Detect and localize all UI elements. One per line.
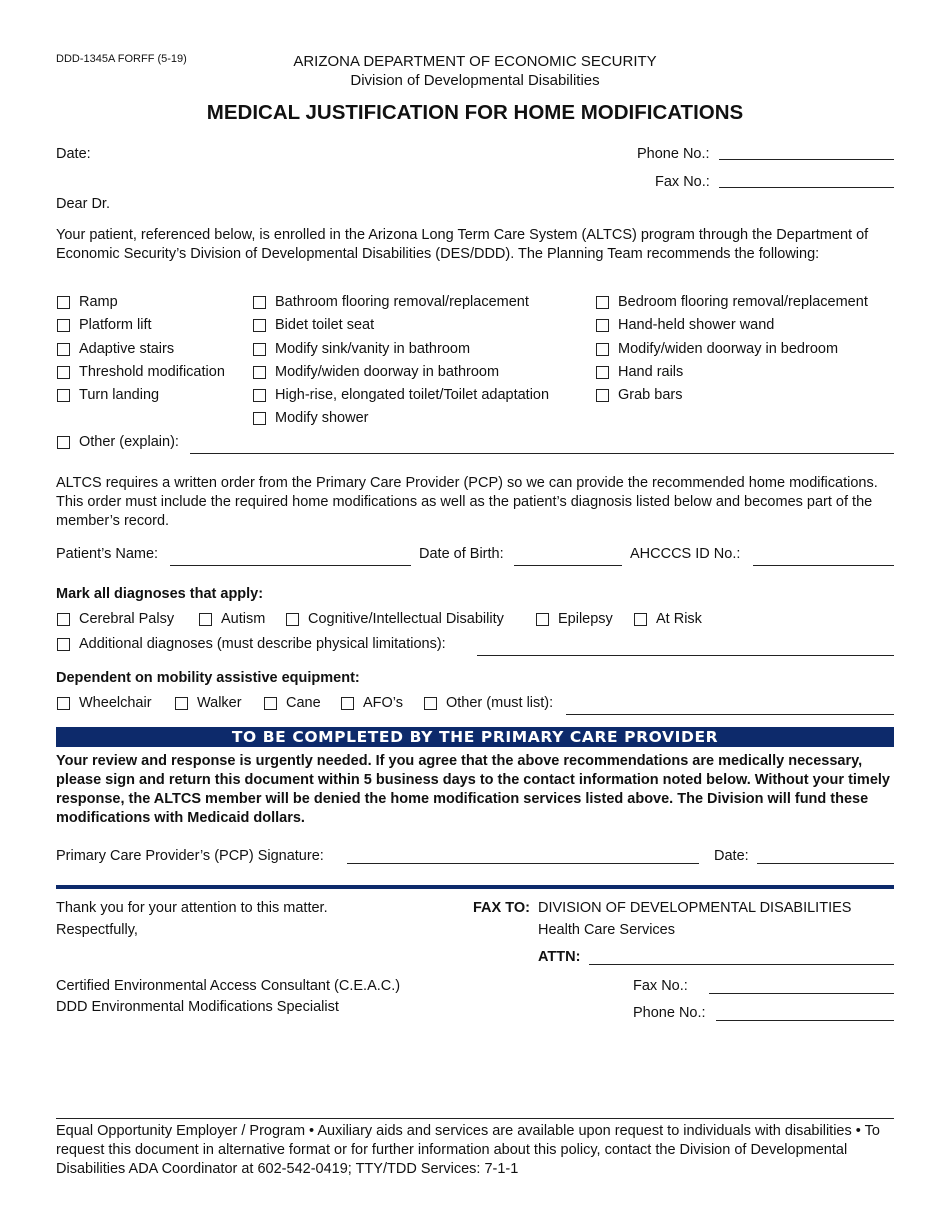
pcp-date-field[interactable] [757,863,894,864]
diagnosis-option[interactable]: Epilepsy [536,611,613,627]
checkbox[interactable] [341,697,354,710]
health-care-text: Health Care Services [538,922,675,938]
additional-diagnoses-option[interactable]: Additional diagnoses (must describe physical limitations): [57,636,446,652]
mod-option[interactable]: Threshold modification [57,364,225,380]
diagnosis-option[interactable]: Cognitive/Intellectual Disability [286,611,504,627]
mod-other-option[interactable]: Other (explain): [57,434,179,450]
checkbox[interactable] [57,389,70,402]
form-code: DDD-1345A FORFF (5-19) [56,53,187,65]
phone-field[interactable] [719,159,894,160]
fax-field[interactable] [719,187,894,188]
phone-label: Phone No.: [637,146,710,162]
diagnosis-option[interactable]: Autism [199,611,265,627]
checkbox[interactable] [253,366,266,379]
return-fax-label: Fax No.: [633,978,688,994]
intro-paragraph: Your patient, referenced below, is enrolled in the Arizona Long Term Care System (ALTCS) program through the Department of Economic Security’s Division of Developmental Disabilities (DES/DDD). The Planning Team recommends the following: [56,227,869,262]
checkbox[interactable] [596,319,609,332]
checkbox[interactable] [253,412,266,425]
patient-name-label: Patient’s Name: [56,546,159,562]
diagnosis-option[interactable]: At Risk [634,611,702,627]
ahcccs-label: AHCCCS ID No.: [630,546,741,562]
pcp-banner-text: TO BE COMPLETED BY THE PRIMARY CARE PROVIDER [231,728,719,746]
mobility-heading: Dependent on mobility assistive equipment: [56,670,360,686]
pcp-signature-label: Primary Care Provider’s (PCP) Signature: [56,848,324,864]
checkbox[interactable] [596,389,609,402]
pcp-banner [56,727,894,747]
mod-other-field[interactable] [190,453,894,454]
mod-option[interactable]: Ramp [57,294,118,310]
checkbox[interactable] [57,296,70,309]
checkbox[interactable] [253,296,266,309]
respectfully-text: Respectfully, [56,922,138,938]
mod-option[interactable]: Bedroom flooring removal/replacement [596,294,868,310]
additional-diagnoses-field[interactable] [477,655,894,656]
checkbox[interactable] [264,697,277,710]
dob-field[interactable] [514,565,622,566]
checkbox[interactable] [286,613,299,626]
footer-text: Equal Opportunity Employer / Program • Auxiliary aids and services are available upon request to individuals with disabilities • To request this document in alternative format or for further information about this policy, contact the Division of Developmental Disabilities ADA Coordinator at 602-542-0419; TTY/TDD Services: 7-1-1 [56,1123,880,1177]
attn-field[interactable] [589,964,894,965]
checkbox[interactable] [199,613,212,626]
mobility-other-field[interactable] [566,714,894,715]
footer-divider [56,1118,894,1119]
ahcccs-field[interactable] [753,565,894,566]
return-fax-field[interactable] [709,993,894,994]
fax-to-label: FAX TO: [473,900,530,916]
return-phone-label: Phone No.: [633,1005,706,1021]
specialist-title: DDD Environmental Modifications Specialist [56,999,339,1015]
attn-label: ATTN: [538,949,581,965]
return-phone-field[interactable] [716,1020,894,1021]
checkbox[interactable] [596,366,609,379]
mobility-option[interactable]: AFO’s [341,695,403,711]
checkbox[interactable] [253,343,266,356]
pcp-date-label: Date: [714,848,749,864]
checkbox[interactable] [634,613,647,626]
mod-option[interactable]: High-rise, elongated toilet/Toilet adaptation [253,387,549,403]
checkbox[interactable] [596,343,609,356]
mod-option[interactable]: Modify/widen doorway in bathroom [253,364,499,380]
section-divider [56,885,894,889]
checkbox[interactable] [424,697,437,710]
pcp-signature-field[interactable] [347,863,699,864]
mod-option[interactable]: Modify shower [253,410,368,426]
mod-option[interactable]: Hand-held shower wand [596,317,774,333]
mobility-option[interactable]: Cane [264,695,321,711]
mod-option[interactable]: Modify sink/vanity in bathroom [253,341,470,357]
mod-option[interactable]: Bidet toilet seat [253,317,374,333]
checkbox[interactable] [57,436,70,449]
mod-option[interactable]: Adaptive stairs [57,341,174,357]
patient-name-field[interactable] [170,565,411,566]
consultant-title: Certified Environmental Access Consultant (C.E.A.C.) [56,978,401,994]
checkbox[interactable] [57,319,70,332]
checkbox[interactable] [536,613,549,626]
dob-label: Date of Birth: [419,546,504,562]
checkbox[interactable] [253,389,266,402]
checkbox[interactable] [57,343,70,356]
agency-name: ARIZONA DEPARTMENT OF ECONOMIC SECURITY [293,53,657,70]
fax-to-value: DIVISION OF DEVELOPMENTAL DISABILITIES [538,900,852,916]
thanks-text: Thank you for your attention to this matter. [56,900,328,916]
checkbox[interactable] [253,319,266,332]
mod-option[interactable]: Grab bars [596,387,682,403]
mobility-option[interactable]: Other (must list): [424,695,553,711]
diagnosis-option[interactable]: Cerebral Palsy [57,611,174,627]
pcp-notice: Your review and response is urgently needed. If you agree that the above recommendations are medically necessary, please sign and return this document within 5 business days to the contact information noted below. Without your timely response, the ALTCS member will be denied the home modification services listed above. The Division will fund these modifications with Medicaid dollars. [56,753,890,826]
salutation: Dear Dr. [56,196,110,212]
mod-option[interactable]: Modify/widen doorway in bedroom [596,341,838,357]
diagnoses-heading: Mark all diagnoses that apply: [56,586,264,602]
checkbox[interactable] [57,613,70,626]
checkbox[interactable] [57,697,70,710]
fax-label: Fax No.: [655,174,710,190]
page-title: MEDICAL JUSTIFICATION FOR HOME MODIFICATIONS [206,101,744,124]
mod-option[interactable]: Turn landing [57,387,159,403]
checkbox[interactable] [57,638,70,651]
checkbox[interactable] [57,366,70,379]
checkbox[interactable] [596,296,609,309]
mod-option[interactable]: Platform lift [57,317,152,333]
division-name: Division of Developmental Disabilities [350,72,600,89]
order-paragraph: ALTCS requires a written order from the Primary Care Provider (PCP) so we can provide the recommended home modifications. This order must include the required home modifications as well as the patient’s diagnosis listed below and becomes part of the member’s record. [56,475,878,529]
mobility-option[interactable]: Wheelchair [57,695,152,711]
checkbox[interactable] [175,697,188,710]
mod-option[interactable]: Hand rails [596,364,683,380]
mod-option[interactable]: Bathroom flooring removal/replacement [253,294,529,310]
date-label: Date: [56,146,91,162]
mobility-option[interactable]: Walker [175,695,242,711]
